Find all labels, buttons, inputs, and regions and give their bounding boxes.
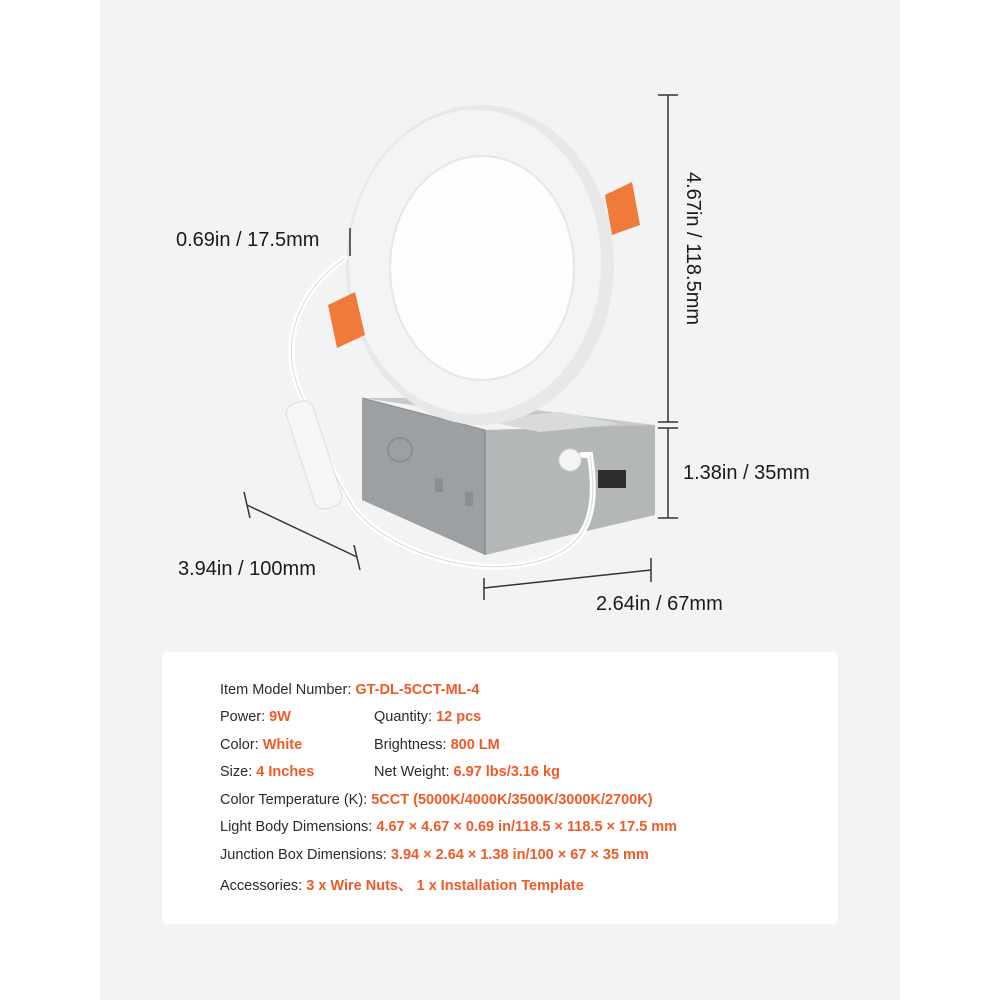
spec-light-body-dimensions [220, 819, 677, 835]
spec-color-temp-value: 5CCT (5000K/4000K/3500K/3000K/2700K) [371, 792, 653, 808]
spec-power-value: 9W [269, 709, 291, 725]
box-height-dimension-label: 1.38in / 35mm [683, 462, 810, 484]
spec-light-body-label: Light Body Dimensions: [220, 819, 373, 835]
spec-brightness-value: 800 LM [450, 737, 500, 753]
spec-net-weight-value: 6.97 lbs/3.16 kg [453, 764, 560, 780]
spec-model-label: Item Model Number: [220, 682, 352, 698]
spec-size-value: 4 Inches [256, 764, 315, 780]
downlight-panel [346, 105, 614, 425]
spec-quantity-value: 12 pcs [436, 709, 482, 725]
spec-size-label: Size: [220, 764, 253, 780]
spec-model [220, 682, 479, 698]
spec-power [220, 709, 291, 725]
spec-color-temperature [220, 792, 653, 808]
spec-net-weight [374, 764, 560, 780]
junction-box [362, 398, 655, 555]
spec-quantity [374, 709, 481, 725]
spec-card [162, 652, 838, 924]
spec-accessories-value: 3 x Wire Nuts、 1 x Installation Template [306, 878, 584, 894]
spec-model-value: GT-DL-5CCT-ML-4 [355, 682, 480, 698]
spec-color-temp-label: Color Temperature (K): [220, 792, 368, 808]
spec-size [220, 764, 314, 780]
spec-light-body-value: 4.67 × 4.67 × 0.69 in/118.5 × 118.5 × 17.5 mm [376, 819, 678, 835]
box-width-dimension-label: 2.64in / 67mm [596, 593, 723, 615]
spec-accessories [220, 874, 584, 895]
mounting-clip-right [605, 182, 640, 235]
spec-quantity-label: Quantity: [374, 709, 433, 725]
diameter-dimension-label: 4.67in / 118.5mm [682, 172, 704, 326]
spec-net-weight-label: Net Weight: [374, 764, 450, 780]
spec-junction-box-dimensions [220, 847, 649, 863]
spec-junction-box-label: Junction Box Dimensions: [220, 847, 387, 863]
spec-color [220, 737, 302, 753]
spec-junction-box-value: 3.94 × 2.64 × 1.38 in/100 × 67 × 35 mm [390, 847, 649, 863]
thickness-dimension-label: 0.69in / 17.5mm [176, 229, 320, 251]
spec-color-label: Color: [220, 737, 259, 753]
cable-connector [284, 398, 345, 511]
spec-brightness-label: Brightness: [374, 737, 447, 753]
spec-color-value: White [262, 737, 303, 753]
spec-power-label: Power: [220, 709, 266, 725]
box-length-dimension-label: 3.94in / 100mm [178, 558, 316, 580]
spec-accessories-label: Accessories: [220, 878, 303, 894]
spec-brightness [374, 737, 500, 753]
